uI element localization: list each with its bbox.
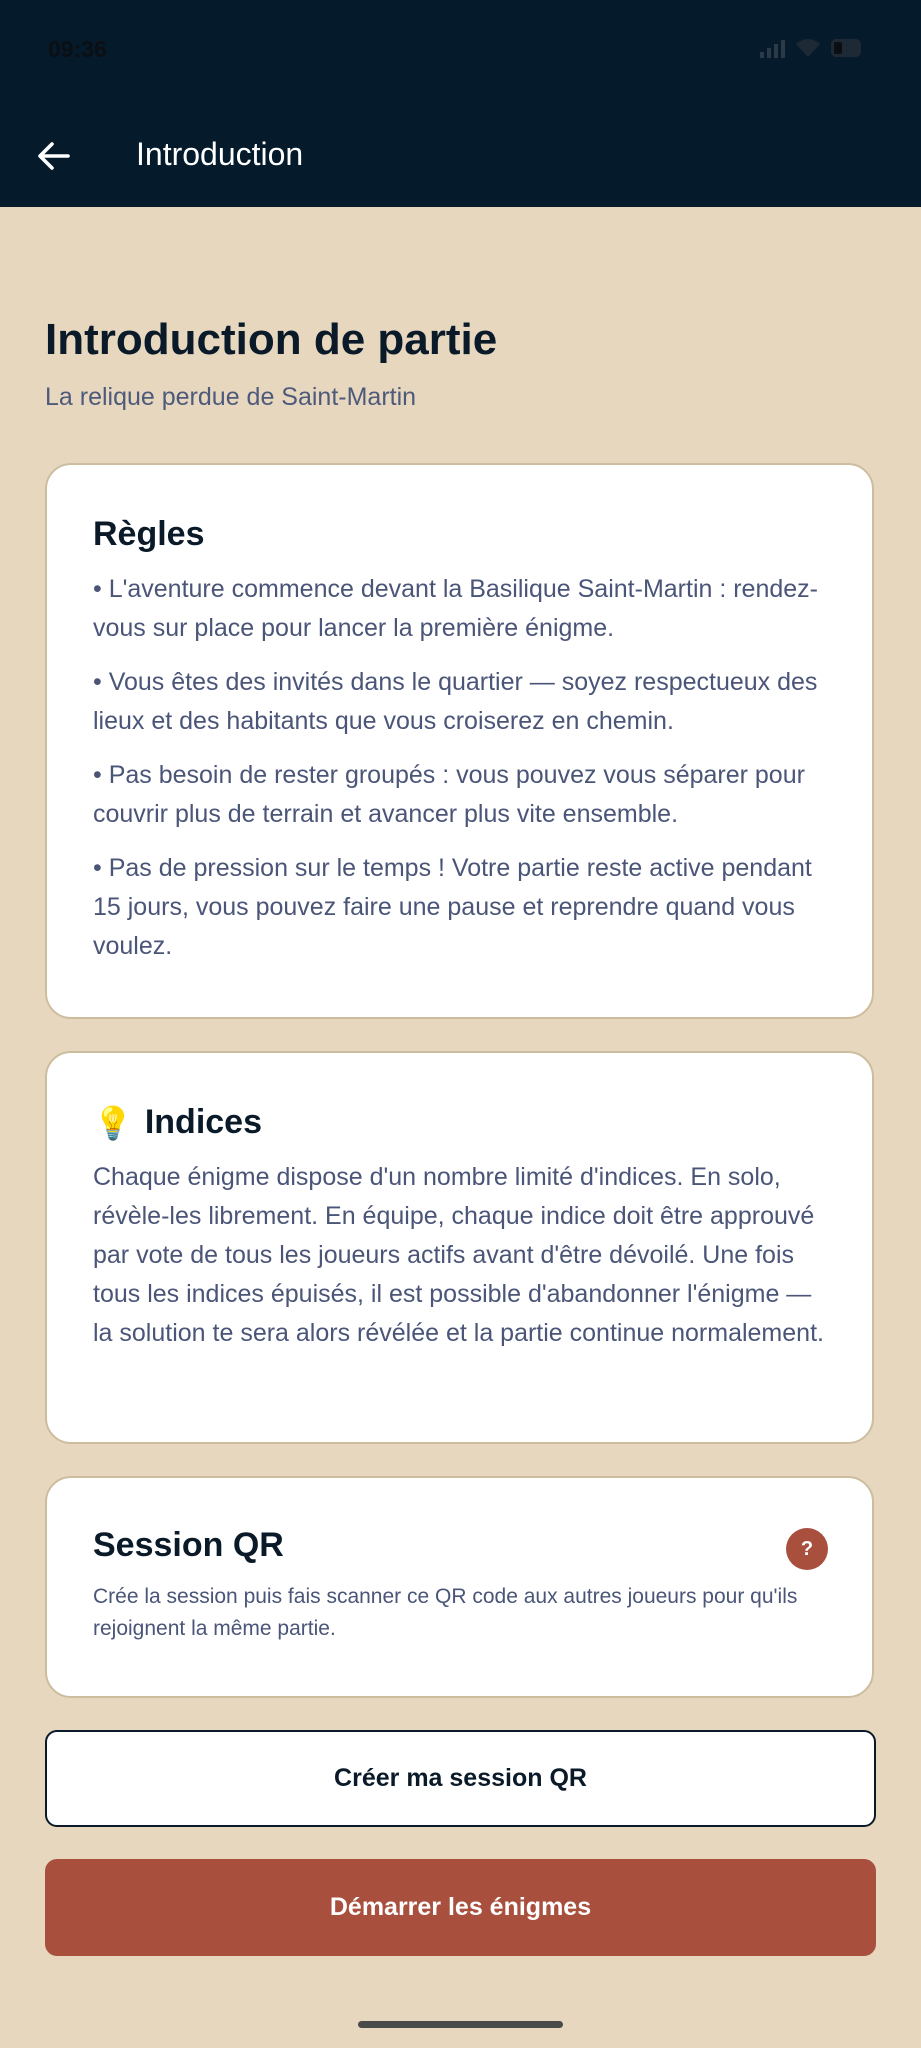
home-indicator[interactable] (358, 2021, 563, 2028)
back-button[interactable] (30, 132, 78, 180)
create-qr-session-button[interactable]: Créer ma session QR (45, 1730, 876, 1827)
hints-title: Indices (144, 1103, 263, 1141)
status-time: 09:36 (48, 36, 107, 62)
qr-session-heading: Session QR (93, 1526, 284, 1564)
rule-item: • Pas besoin de rester groupés : vous pouvez vous séparer pour couvrir plus de terrain et avancer plus vite ensemble. (93, 761, 805, 828)
app-header (0, 0, 921, 207)
battery-icon (831, 39, 861, 57)
rule-item: • Vous êtes des invités dans le quartier — soyez respectueux des lieux et des habitants que vous croiserez en chemin. (93, 668, 818, 735)
hints-heading (93, 1103, 826, 1142)
wifi-icon (795, 38, 821, 58)
start-puzzles-button[interactable]: Démarrer les énigmes (45, 1859, 876, 1956)
rule-item: • Pas de pression sur le temps ! Votre partie reste active pendant 15 jours, vous pouvez faire une pause et reprendre quand vous voulez. (93, 854, 812, 960)
hints-card (45, 1051, 874, 1444)
qr-session-text: Crée la session puis fais scanner ce QR code aux autres joueurs pour qu'ils rejoignent la même partie. (93, 1585, 798, 1640)
rules-card (45, 463, 874, 1019)
status-icons (760, 38, 861, 58)
rules-heading: Règles (93, 515, 205, 553)
arrow-left-icon (37, 141, 71, 171)
rule-item: • L'aventure commence devant la Basilique Saint-Martin : rendez-vous sur place pour lancer la première énigme. (93, 575, 818, 642)
signal-icon (760, 38, 785, 58)
header-title: Introduction (136, 136, 304, 172)
help-button[interactable]: ? (786, 1528, 828, 1570)
qr-session-card (45, 1476, 874, 1698)
page-title: Introduction de partie (45, 315, 498, 364)
lightbulb-icon: 💡 (93, 1104, 133, 1141)
page-subtitle: La relique perdue de Saint-Martin (45, 383, 417, 411)
hints-text: Chaque énigme dispose d'un nombre limité d'indices. En solo, révèle-les librement. En équipe, chaque indice doit être approuvé par vote de tous les joueurs actifs avant d'être dévoilé. Une fois tous les indices épuisés, il est possible d'abandonner l'énigme — la solution te sera alors révélée et la partie continue normalement. (93, 1163, 824, 1347)
